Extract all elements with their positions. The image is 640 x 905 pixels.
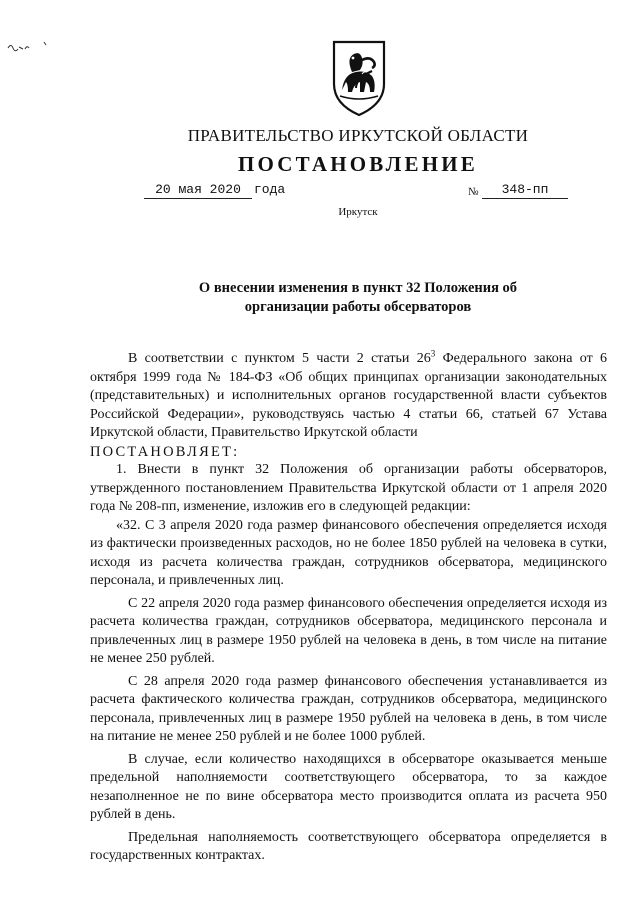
article-superscript: 3: [430, 348, 436, 359]
vacancy-payment-paragraph: В случае, если количество находящихся в обсерваторе оказывается меньше предельной наполняемости соответствующего обсерватора, то за каждое незаполненное не по вине обсерватора место производится оплата из расчета 950 рублей в день.: [90, 751, 607, 822]
capacity-paragraph: Предельная наполняемость соответствующего обсерватора определяется в государственных контрактах.: [90, 829, 607, 863]
margin-scribble: [6, 40, 50, 56]
document-subject: [170, 279, 546, 317]
document-type-title: ПОСТАНОВЛЕНИЕ: [237, 152, 479, 176]
document-date-suffix: года: [254, 182, 286, 197]
subject-line-2: организации работы обсерваторов: [244, 299, 472, 315]
item-1-paragraph: 1. Внести в пункт 32 Положения об организации работы обсерваторов, утвержденного постановлением Правительства Иркутской области от 1 апреля 2020 года № 208-пп, изменение, изложив его в следующей редакции:: [90, 462, 607, 514]
preamble-text-a: В соответствии с пунктом 5 части 2 статьи 26: [128, 351, 431, 366]
clause-32-paragraph: «32. С 3 апреля 2020 года размер финансового обеспечения определяется исходя из фактически произведенных расходов, но не более 1850 рублей на человека в сутки, исходя из расчета количества граждан, сотрудников обсерватора, медицинского персонала, и привлеченных лиц.: [90, 517, 607, 588]
city-name: Иркутск: [338, 206, 378, 218]
irkutsk-coat-of-arms-icon: [326, 38, 392, 118]
preamble-paragraph: [90, 350, 607, 443]
subject-line-1: О внесении изменения в пункт 32 Положения об: [198, 280, 518, 296]
number-sign: №: [468, 186, 479, 198]
preamble-text-b: Федерального закона от 6 октября 1999 года № 184-ФЗ «Об общих принципах организации законодательных (представительных) и исполнительных органов государственной власти субъектов Российской Федерации», руководствуясь частью 4 статьи 66, статьей 67 Устава Иркутской области, Правительство Иркутской области: [90, 351, 608, 440]
resolves-heading: ПОСТАНОВЛЯЕТ:: [90, 443, 240, 460]
document-body: [90, 350, 607, 866]
april-22-paragraph: С 22 апреля 2020 года размер финансового обеспечения определяется исходя из расчета количества граждан, сотрудников обсерватора, медицинского персонала и привлеченных лиц в размере 1950 рублей на человека в день, в том числе на питание не менее 250 рублей.: [90, 595, 607, 666]
government-title: ПРАВИТЕЛЬСТВО ИРКУТСКОЙ ОБЛАСТИ: [187, 126, 529, 145]
april-28-paragraph: С 28 апреля 2020 года размер финансового обеспечения устанавливается из расчета фактического количества граждан, сотрудников обсерватора, медицинского персонала, привлеченных лиц в размере 1950 рублей на человека в день, в том числе на питание не менее 250 рублей и не более 1000 рублей.: [90, 673, 607, 744]
document-date: 20 мая 2020: [144, 182, 252, 199]
document-number: 348-пп: [482, 182, 568, 199]
